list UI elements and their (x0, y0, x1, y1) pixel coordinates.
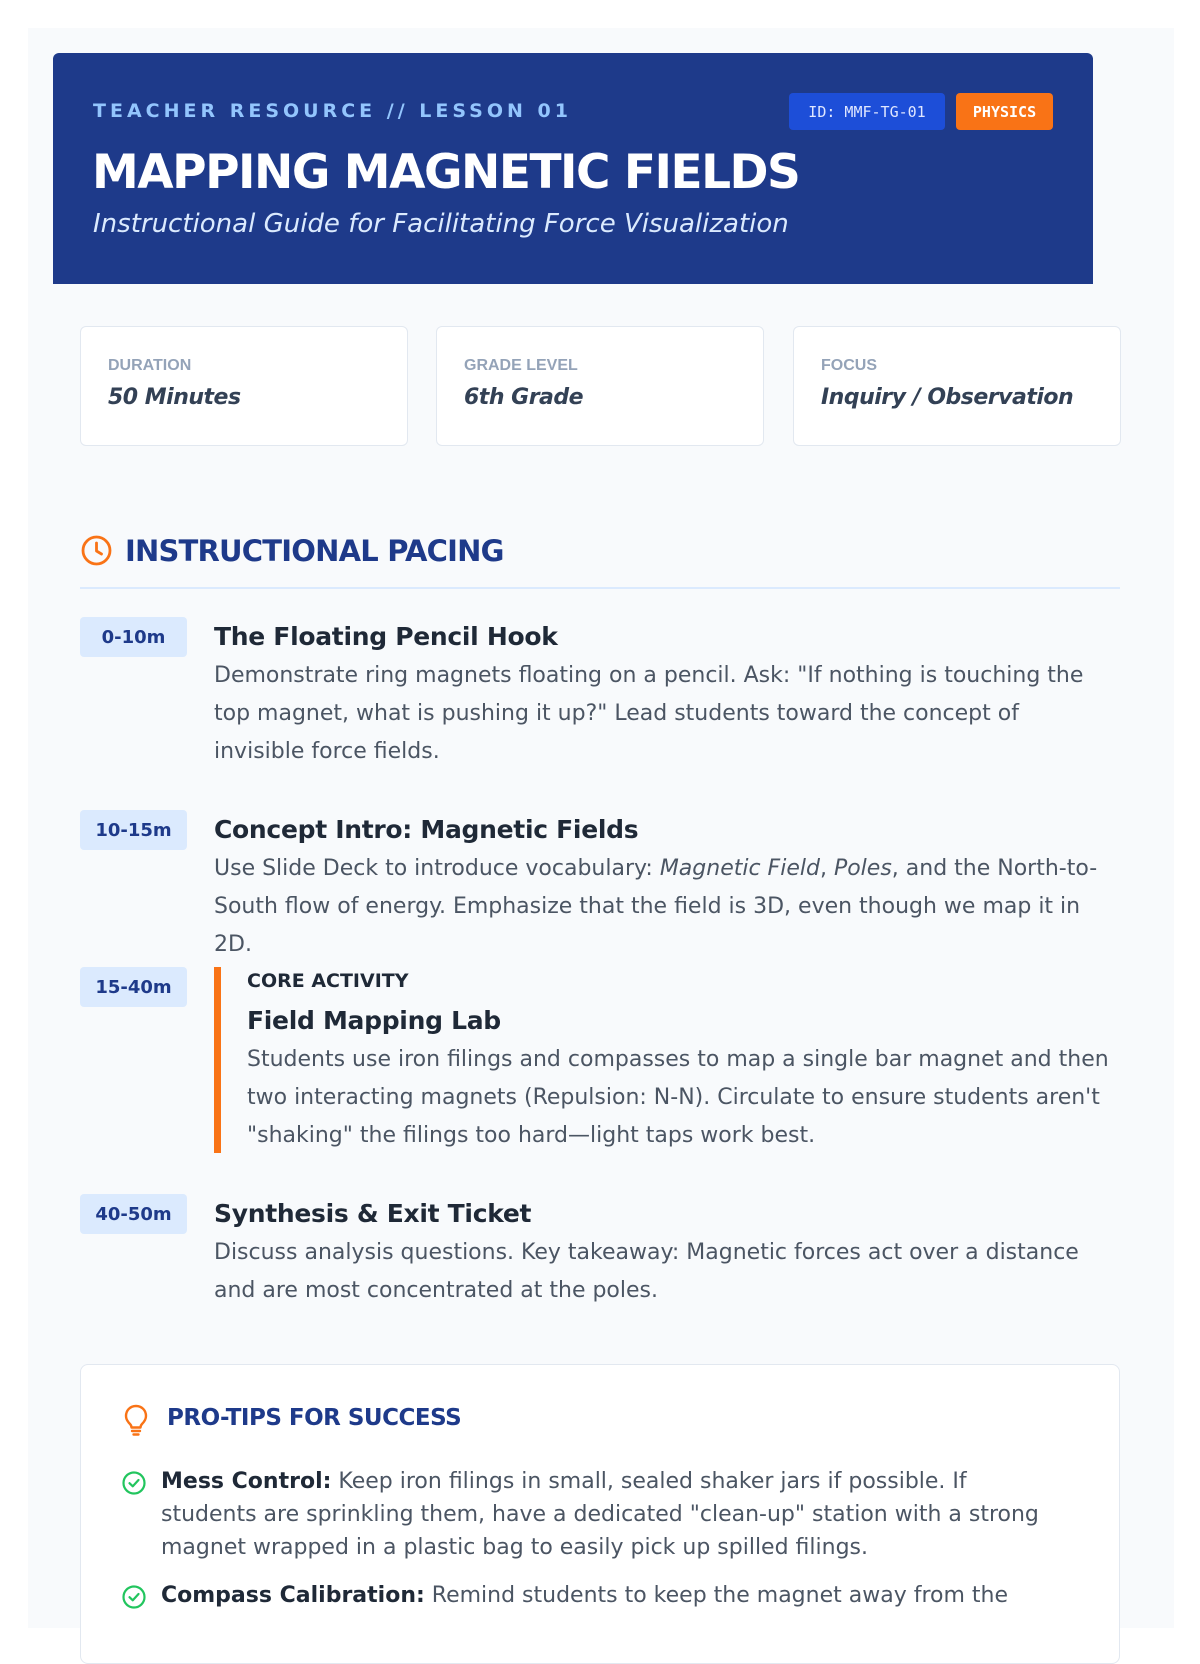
check-circle-icon (121, 1470, 147, 1496)
stat-card-duration (80, 326, 408, 446)
core-activity-label: CORE ACTIVITY (247, 970, 409, 992)
lesson-id-badge: ID: MMF-TG-01 (789, 93, 945, 130)
step-text-part: , (819, 856, 834, 881)
pacing-title: INSTRUCTIONAL PACING (125, 534, 504, 568)
step-title: Field Mapping Lab (247, 1006, 501, 1035)
lightbulb-icon (121, 1403, 151, 1437)
stat-card-focus (793, 326, 1121, 446)
step-description: Demonstrate ring magnets floating on a pencil. Ask: "If nothing is touching the top magnet, what is pushing it up?" Lead students toward the concept of invisible force fields. (214, 663, 1084, 764)
step-description: Discuss analysis questions. Key takeaway: Magnetic forces act over a distance and are most concentrated at the poles. (214, 1240, 1079, 1303)
step-title: Synthesis & Exit Ticket (214, 1199, 532, 1228)
stat-card-grade (436, 326, 764, 446)
step-text-part: , and the North-to-South flow of energy. Emphasize that the field is 3D, even though we map it in 2D. (214, 856, 1098, 957)
tip-body: Keep iron filings in small, sealed shaker jars if possible. If students are sprinkling them, have a dedicated "clean-up" station with a strong magnet wrapped in a plastic bag to easily pick up spilled filings. (161, 1469, 1039, 1560)
vocab-term: Magnetic Field (659, 856, 820, 881)
step-description (214, 850, 1114, 964)
tip-text (161, 1579, 1061, 1612)
tip-body: Remind students to keep the magnet away from the (424, 1583, 1009, 1608)
pro-tips-title: PRO-TIPS FOR SUCCESS (167, 1405, 462, 1431)
stat-value: 50 Minutes (108, 385, 241, 410)
stat-label: DURATION (108, 357, 192, 374)
step-title: The Floating Pencil Hook (214, 622, 558, 651)
pacing-section-heading (80, 534, 1120, 589)
tip-label: Compass Calibration: (161, 1583, 425, 1608)
tip-text (161, 1465, 1061, 1564)
step-text-part: Use Slide Deck to introduce vocabulary: (214, 856, 660, 881)
stat-value: 6th Grade (464, 385, 584, 410)
tip-label: Mess Control: (161, 1469, 332, 1494)
stat-value: Inquiry / Observation (821, 385, 1074, 410)
core-activity-accent-bar (214, 967, 221, 1153)
clock-icon (80, 534, 113, 567)
vocab-term: Poles (833, 856, 892, 881)
time-badge: 10-15m (80, 810, 187, 850)
stat-label: FOCUS (821, 357, 877, 374)
subject-badge: PHYSICS (956, 93, 1053, 130)
time-badge: 40-50m (80, 1194, 187, 1234)
step-title: Concept Intro: Magnetic Fields (214, 815, 639, 844)
pro-tips-panel (80, 1364, 1120, 1664)
step-description: Students use iron filings and compasses to map a single bar magnet and then two interacting magnets (Repulsion: N-N). Circulate to ensure students aren't "shaking" the filings too hard—light taps work best. (247, 1047, 1109, 1148)
stat-label: GRADE LEVEL (464, 357, 578, 374)
page-subtitle: Instructional Guide for Facilitating Force Visualization (93, 209, 789, 239)
time-badge: 0-10m (80, 617, 187, 657)
header-kicker: TEACHER RESOURCE // LESSON 01 (93, 100, 572, 122)
check-circle-icon (121, 1584, 147, 1610)
time-badge: 15-40m (80, 967, 187, 1007)
lesson-header (53, 53, 1093, 284)
page-title: MAPPING MAGNETIC FIELDS (92, 145, 800, 200)
